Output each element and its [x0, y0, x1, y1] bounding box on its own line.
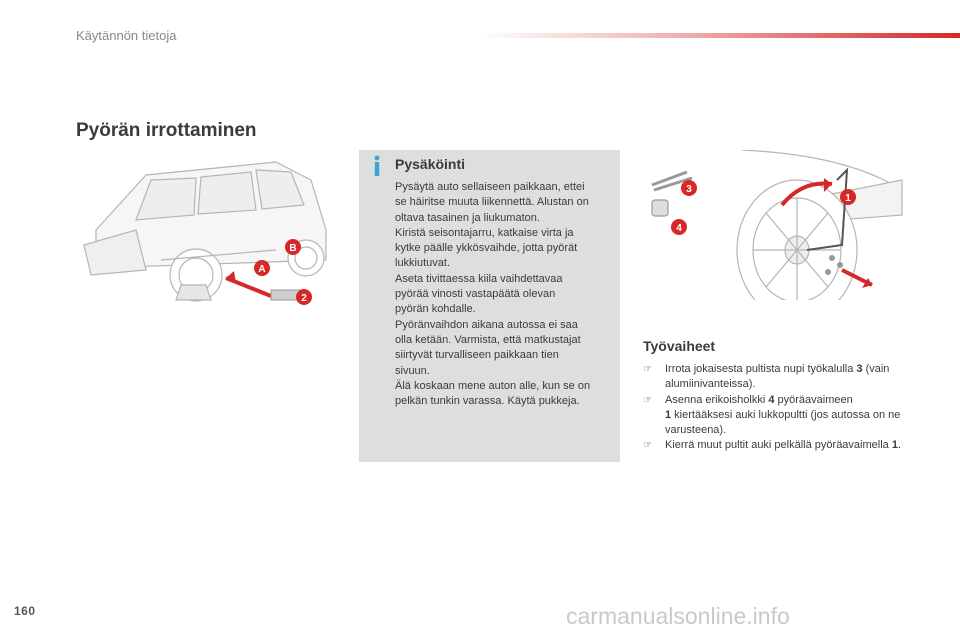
hand-pointer-icon: ☞ [643, 394, 652, 406]
step-item: ☞ Asenna erikoisholkki 4 pyöräavaimeen 1 kiertääksesi auki lukkopultti (jos autossa on ne varusteena). [643, 393, 901, 437]
hand-pointer-icon: ☞ [643, 440, 652, 452]
step-item: ☞ Irrota jokaisesta pultista nupi työkalulla 3 (vain alumiinivanteissa). [643, 363, 890, 391]
info-icon [370, 155, 384, 177]
section-header: Käytännön tietoja [76, 28, 177, 43]
callout-1 [840, 189, 856, 205]
callout-4 [671, 219, 687, 235]
svg-text:2: 2 [301, 293, 307, 304]
callout-3 [681, 180, 697, 196]
steps-list [643, 362, 933, 454]
wheel-bolts-illustration [632, 150, 904, 300]
parking-info-box [359, 150, 620, 462]
page-number: 160 [14, 604, 36, 618]
steps-title: Työvaiheet [643, 338, 716, 354]
svg-text:3: 3 [686, 184, 692, 195]
svg-text:B: B [289, 243, 297, 254]
callout-a [254, 260, 270, 276]
step-item: ☞ Kierrä muut pultit auki pelkällä pyöräavaimella 1. [643, 438, 933, 453]
watermark: carmanualsonline.info [566, 603, 790, 629]
svg-text:A: A [258, 264, 266, 275]
hand-pointer-icon: ☞ [643, 364, 652, 375]
callout-2 [296, 289, 312, 305]
info-box-title: Pysäköinti [395, 156, 466, 172]
svg-text:1: 1 [845, 193, 851, 204]
svg-text:4: 4 [676, 223, 682, 234]
page-title: Pyörän irrottaminen [76, 120, 257, 141]
callout-b [285, 239, 301, 255]
info-box-text: Pysäytä auto sellaiseen paikkaan, ettei se häiritse muuta liikennettä. Alustan on oltava tasainen ja liukumaton. Kiristä seisontajarru, katkaise virta ja kytke päälle ykkösvaihde, jotta pyörät lukkiutuvat. Aseta tivittaessa kiila vaihdettavaa pyörää vinosti vastapäätä olevan pyörän kohdalle. Pyöränvaihdon aikana autossa ei saa olla ketään. Varmista, että matkustajat siirtyvät turvalliseen paikkaan tien sivuun. Älä koskaan mene auton alle, kun se on pelkän tunkin varassa. Käytä pukkeja. [395, 181, 591, 408]
car-jack-illustration [76, 150, 346, 320]
header-accent-bar [478, 33, 960, 38]
